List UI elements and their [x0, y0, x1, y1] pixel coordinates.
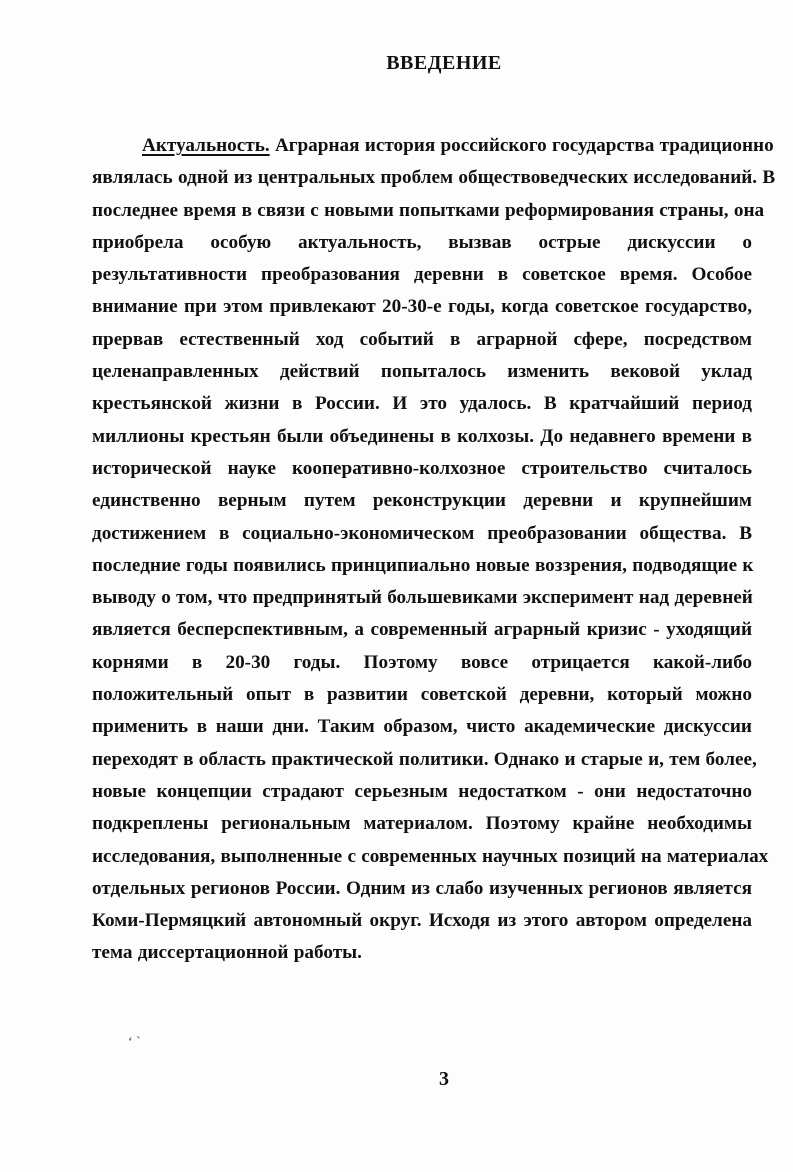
- paragraph-line: прервав естественный ход событий в аграрной сфере, посредством: [92, 328, 752, 350]
- page-title: ВВЕДЕНИЕ: [386, 52, 502, 74]
- paragraph-line: внимание при этом привлекают 20-30-е годы, когда советское государство,: [92, 296, 752, 318]
- section-label: Актуальность.: [142, 135, 270, 156]
- paragraph-line: последнее время в связи с новыми попытками реформирования страны, она: [92, 199, 765, 221]
- paragraph-line: корнями в 20-30 годы. Поэтому вовсе отрицается какой-либо: [92, 651, 752, 673]
- paragraph-line: приобрела особую актуальность, вызвав острые дискуссии о: [92, 231, 752, 253]
- paragraph-line: применить в наши дни. Таким образом, чисто академические дискуссии: [92, 716, 752, 738]
- paragraph-line: отдельных регионов России. Одним из слабо изученных регионов является: [92, 877, 752, 899]
- page-number: 3: [439, 1068, 449, 1090]
- paragraph-line: последние годы появились принципиально новые воззрения, подводящие к: [92, 554, 754, 576]
- stray-mark: ‘ ˋ: [128, 1035, 141, 1050]
- paragraph-line: результативности преобразования деревни в советское время. Особое: [92, 264, 752, 286]
- paragraph-line: являлась одной из центральных проблем обществоведческих исследований. В: [92, 167, 776, 189]
- paragraph-line: целенаправленных действий попыталось изменить вековой уклад: [92, 361, 752, 383]
- paragraph-line: подкреплены региональным материалом. Поэтому крайне необходимы: [92, 813, 752, 835]
- paragraph-line: исследования, выполненные с современных научных позиций на материалах: [92, 845, 769, 867]
- paragraph-line: является бесперспективным, а современный аграрный кризис - уходящий: [92, 619, 752, 641]
- paragraph-line: единственно верным путем реконструкции деревни и крупнейшим: [92, 490, 752, 512]
- paragraph-line: переходят в область практической политики. Однако и старые и, тем более,: [92, 748, 757, 770]
- paragraph-line: выводу о том, что предпринятый большевиками эксперимент над деревней: [92, 587, 753, 609]
- paragraph-actuality: [92, 130, 776, 970]
- paragraph-line: Коми-Пермяцкий автономный округ. Исходя из этого автором определена: [92, 910, 752, 932]
- paragraph-line: миллионы крестьян были объединены в колхозы. До недавнего времени в: [92, 425, 752, 447]
- paragraph-line: Актуальность. Аграрная история российского государства традиционно: [142, 135, 774, 156]
- paragraph-line: новые концепции страдают серьезным недостатком - они недостаточно: [92, 780, 752, 802]
- paragraph-line: тема диссертационной работы.: [92, 942, 362, 964]
- paragraph-line: исторической науке кооперативно-колхозное строительство считалось: [92, 457, 752, 479]
- paragraph-line: достижением в социально-экономическом преобразовании общества. В: [92, 522, 752, 544]
- paragraph-line: крестьянской жизни в России. И это удалось. В кратчайший период: [92, 393, 752, 415]
- paragraph-line: положительный опыт в развитии советской деревни, который можно: [92, 684, 752, 706]
